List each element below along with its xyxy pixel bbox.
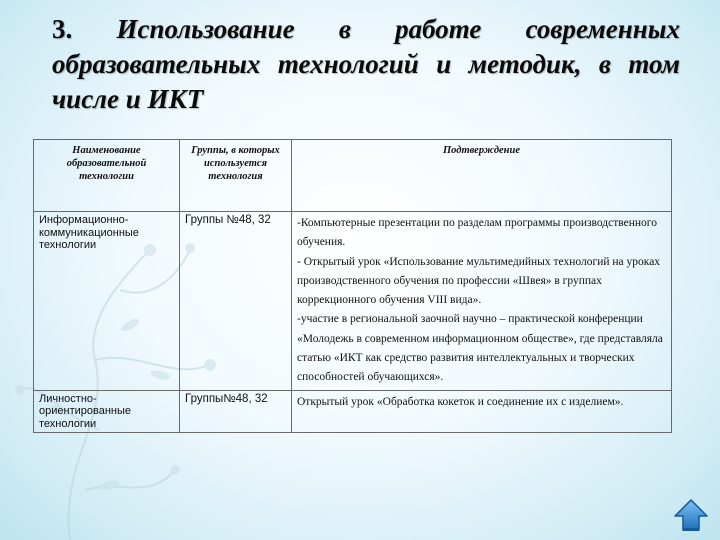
table-cell-confirmation xyxy=(292,390,672,433)
header-confirmation: Подтверждение xyxy=(292,140,672,212)
table-cell-groups: Группы№48, 32 xyxy=(180,390,292,433)
slide-title-number: 3. xyxy=(52,14,73,44)
table-cell-technology: Личностно-ориентированные технологии xyxy=(34,390,180,433)
table-row xyxy=(34,390,672,433)
technologies-table xyxy=(33,139,672,433)
table-row xyxy=(34,212,672,391)
table-header-row xyxy=(34,140,672,212)
table-cell-confirmation xyxy=(292,212,672,391)
confirmation-item: - Открытый урок «Использование мультимедийных технологий на уроках производственного обучения по профессии «Швея» в группах коррекционного обучения VIII вида». xyxy=(297,255,661,307)
confirmation-item: -Компьютерные презентации по разделам программы производственного обучения. xyxy=(297,217,657,249)
table-cell-technology: Информационно-коммуникационные технологии xyxy=(34,212,180,391)
slide-title-text: Использование в работе современных образовательных технологий и методик, в том числе и ИКТ xyxy=(52,14,680,114)
header-groups: Группы, в которых используется технология xyxy=(180,140,292,212)
confirmation-item: -участие в региональной заочной научно – практической конференции «Молодежь в современном информационном обществе», где представляла статью «ИКТ как средство развития интеллектуальных и творческих способностей обучающихся». xyxy=(297,313,663,384)
header-technology-name: Наименование образовательной технологии xyxy=(34,140,180,212)
slide-title xyxy=(52,12,680,117)
table-cell-groups: Группы №48, 32 xyxy=(180,212,292,391)
confirmation-item: Открытый урок «Обработка кокеток и соединение их с изделием». xyxy=(297,395,624,408)
home-arrow-icon xyxy=(672,497,710,533)
home-button[interactable] xyxy=(672,497,710,533)
